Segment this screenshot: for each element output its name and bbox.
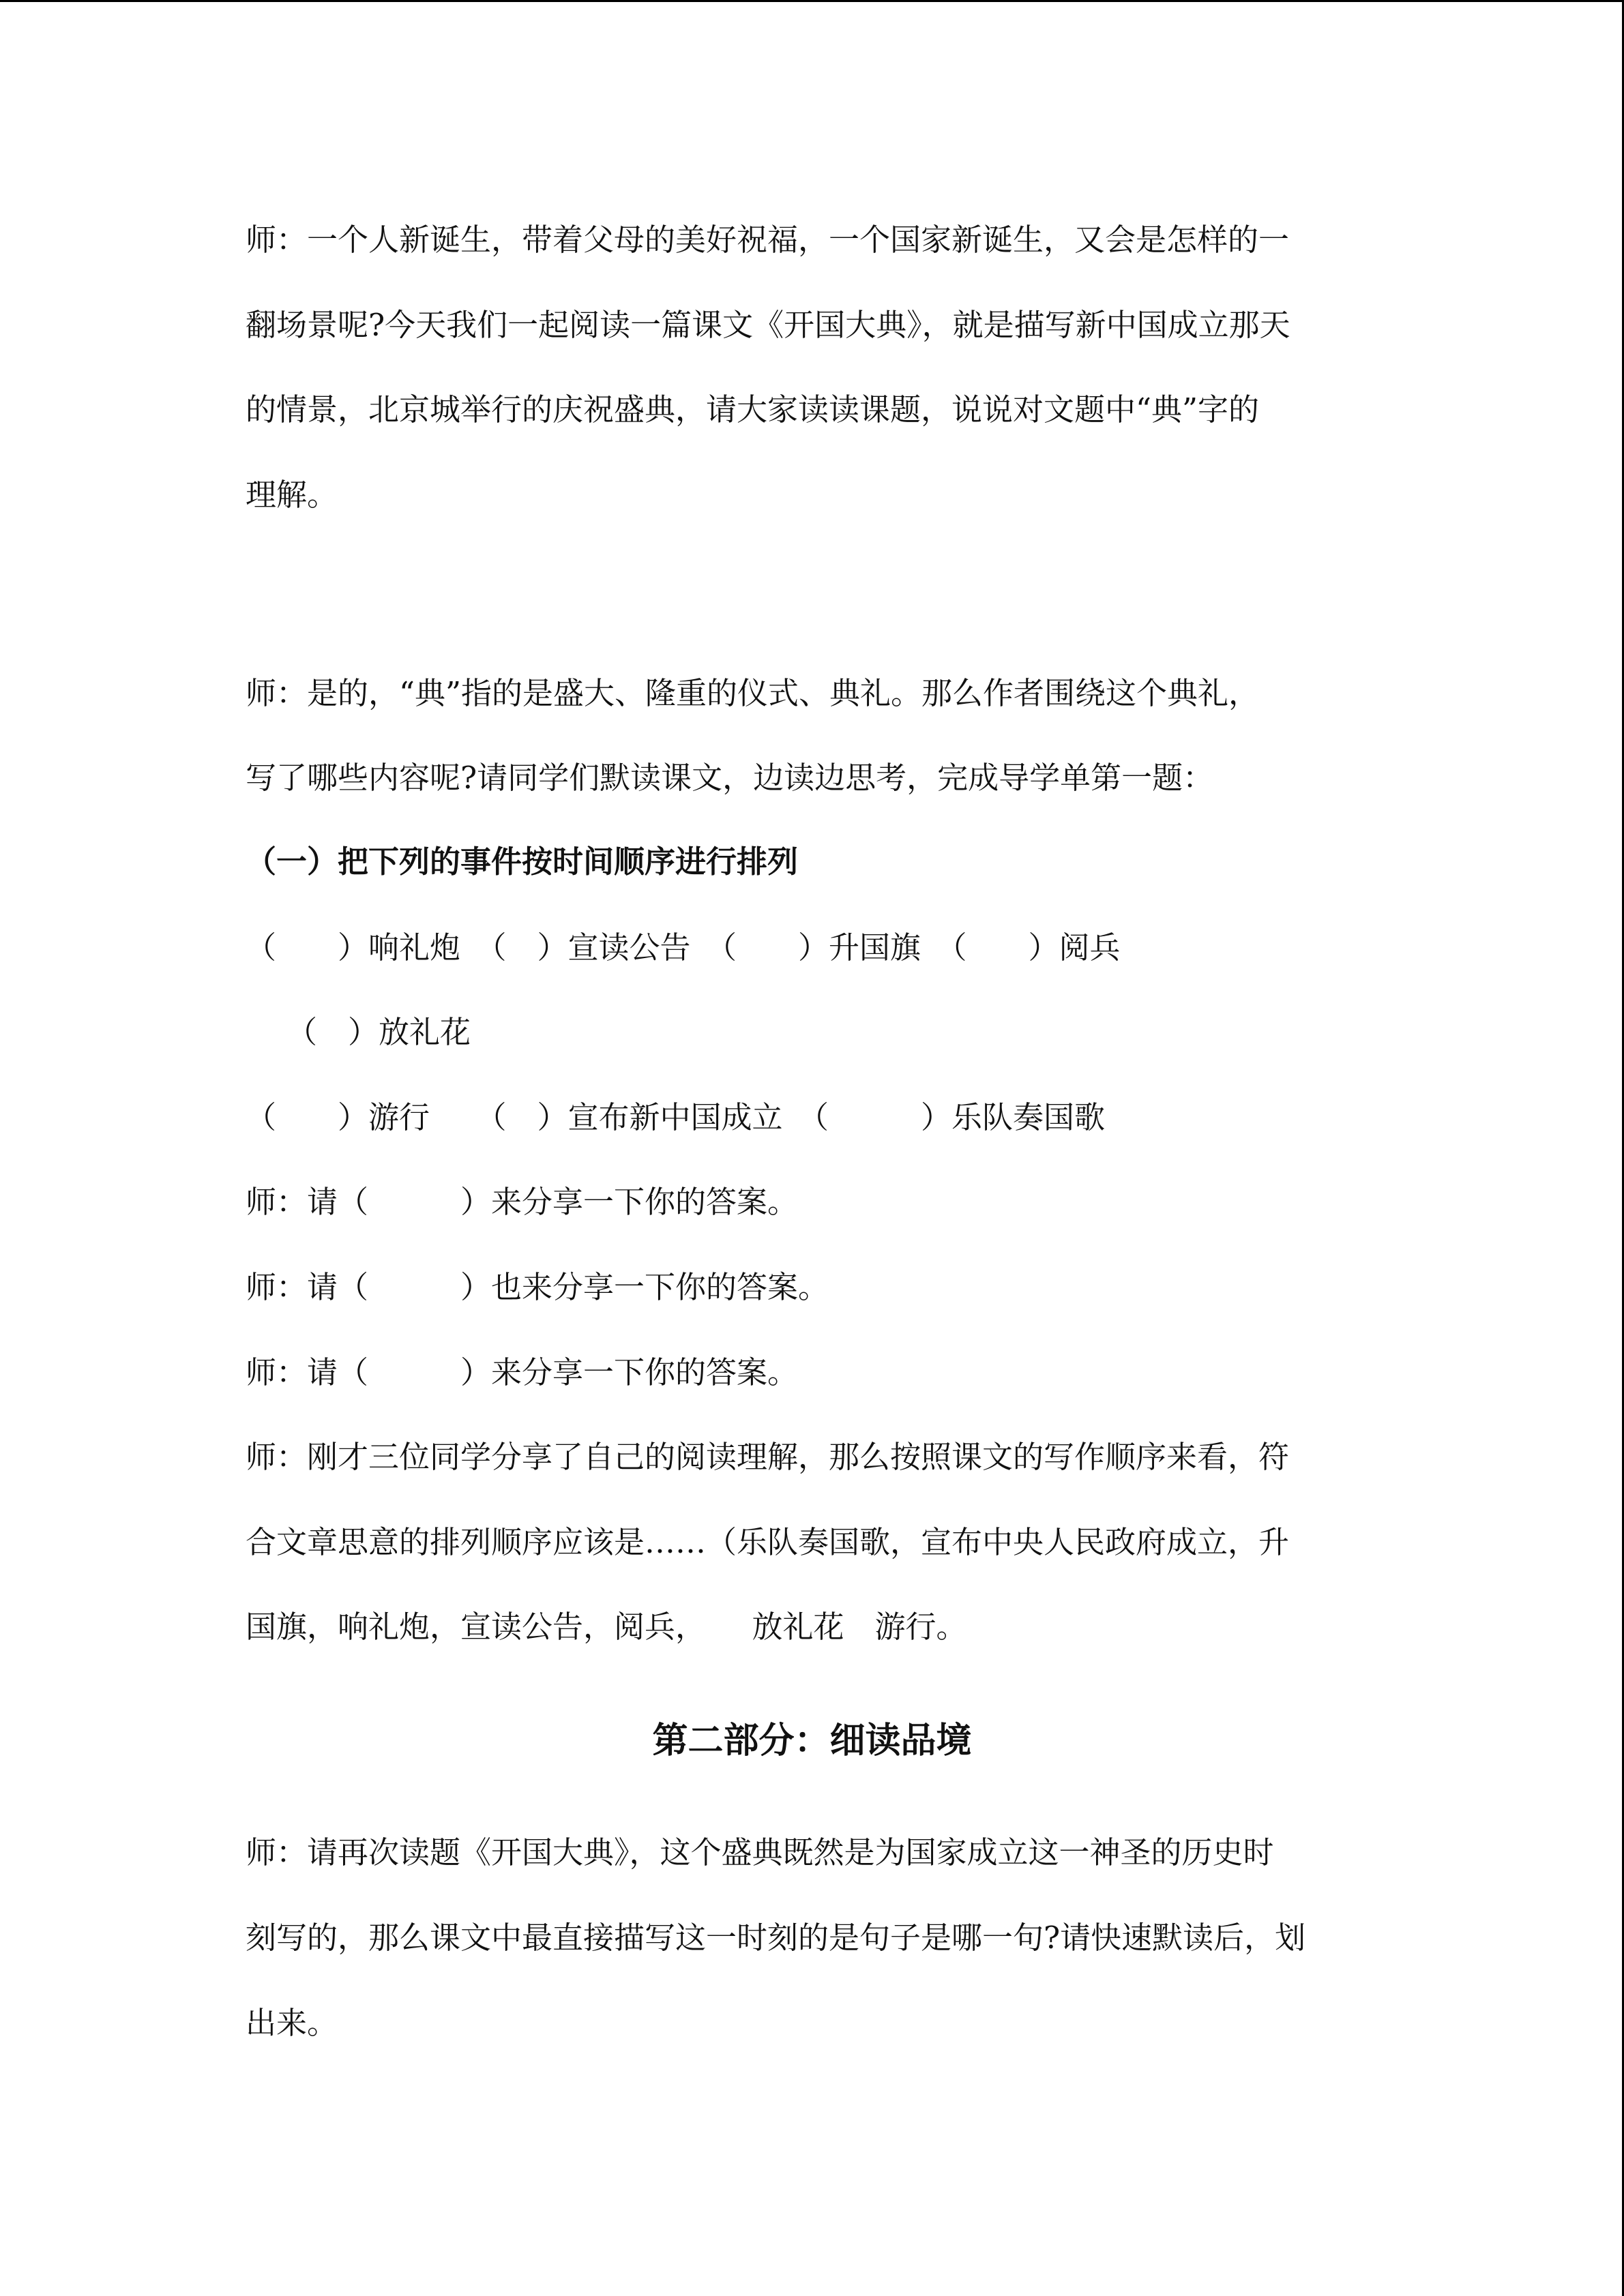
- paragraph-4-line-1: 师：请再次读题《开国大典》，这个盛典既然是为国家成立这一神圣的历史时: [246, 1834, 1274, 1870]
- paragraph-1-line-2: 翻场景呢?今天我们一起阅读一篇课文《开国大典》，就是描写新中国成立那天: [246, 307, 1290, 343]
- exercise-row-2: （ ）放礼花: [286, 1014, 471, 1050]
- section-heading: 第二部分：细读品境: [652, 1720, 972, 1761]
- paragraph-1-line-3: 的情景，北京城举行的庆祝盛典，请大家读读课题，说说对文题中“典”字的: [246, 391, 1260, 428]
- paragraph-1-line-4: 理解。: [246, 477, 338, 513]
- paragraph-2-line-2: 写了哪些内容呢?请同学们默读课文，边读边思考，完成导学单第一题：: [246, 760, 1214, 796]
- paragraph-4-line-3: 出来。: [246, 2005, 338, 2041]
- paragraph-3-line-3: 国旗，响礼炮，宣读公告，阅兵， 放礼花 游行。: [246, 1609, 967, 1645]
- exercise-row-1: （ ）响礼炮 （ ）宣读公告 （ ）升国旗 （ ）阅兵: [246, 929, 1121, 966]
- exercise-title: （一）把下列的事件按时间顺序进行排列: [246, 844, 799, 880]
- paragraph-3-line-1: 师：刚才三位同学分享了自己的阅读理解，那么按照课文的写作顺序来看，符: [246, 1439, 1290, 1475]
- paragraph-4-line-2: 刻写的，那么课文中最直接描写这一时刻的是句子是哪一句?请快速默读后，划: [246, 1920, 1306, 1956]
- paragraph-2-line-1: 师：是的，“典”指的是盛大、隆重的仪式、典礼。那么作者围绕这个典礼，: [246, 675, 1260, 711]
- prompt-2: 师：请（ ）也来分享一下你的答案。: [246, 1269, 829, 1305]
- paragraph-3-line-2: 合文章思意的排列顺序应该是……（乐队奏国歌，宣布中央人民政府成立，升: [246, 1524, 1290, 1560]
- prompt-3: 师：请（ ）来分享一下你的答案。: [246, 1354, 799, 1390]
- paragraph-1-line-1: 师：一个人新诞生，带着父母的美好祝福，一个国家新诞生，又会是怎样的一: [246, 222, 1290, 258]
- prompt-1: 师：请（ ）来分享一下你的答案。: [246, 1184, 799, 1220]
- exercise-row-3: （ ）游行 （ ）宣布新中国成立 （ ）乐队奏国歌: [246, 1099, 1106, 1135]
